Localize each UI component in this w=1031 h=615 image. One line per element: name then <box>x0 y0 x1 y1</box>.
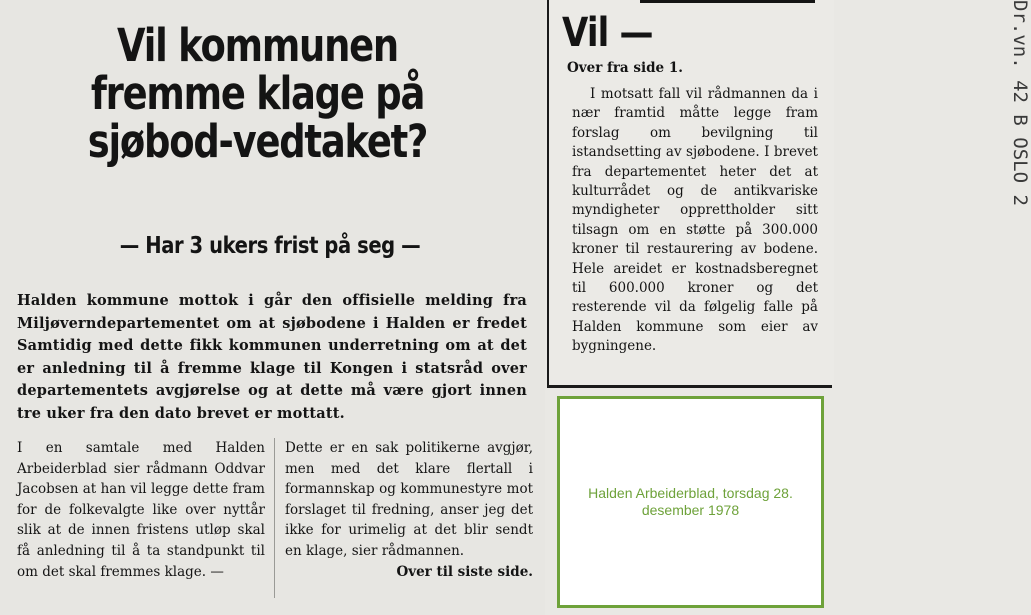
article-lead-paragraph: Halden kommune mottok i går den offisielle melding fra Miljøverndepartementet om at sjøbodene i Halden er fredet Samtidig med dette fikk kommunen underretning om at det er anledning til å fremme klage til Kongen i statsråd over departementets avgjørelse og at dette må være gjort innen tre uker fra den dato brevet er mottatt. <box>17 292 527 422</box>
column-right-text: Dette er en sak politikerne avgjør, men med det klare flertall i formannskap og kommunestyre mot forslaget til fredning, anser jeg det ikke for urimelig at det blir sendt en klage, sier rådmannen. <box>285 440 533 559</box>
continuation-body-text: I motsatt fall vil rådmannen da i nær framtid måtte legge fram forslag om bevilgning til istandsetting av sjøbodene. I brevet fra departementet heter det at kulturrådet og de antikvariske myndigheter opprettholder sitt tilsagn om en støtte på 300.000 kroner til restaurering av bodene. Hele areidet er kostnadsberegnet til 600.000 kroner og det resterende vil da følgelig falle på Halden kommune som eier av bygningene. <box>572 86 818 355</box>
source-caption: Halden Arbeiderblad, torsdag 28. desember 1978 <box>588 485 793 518</box>
continued-notice: Over til siste side. <box>396 563 533 580</box>
article-subheadline: — Har 3 ukers frist på seg — <box>119 233 421 259</box>
article-headline: Vil kommunen fremme klage på sjøbod-vedtaket? <box>87 19 428 168</box>
continuation-subtitle: Over fra side 1. <box>567 60 683 76</box>
article-column-left <box>17 438 265 582</box>
column-divider <box>274 438 275 598</box>
clipping-top-border <box>640 0 815 3</box>
archive-stamp-text: Dr.vn. 42 B OSLO 2 <box>1009 0 1031 206</box>
clipping-bottom-rule <box>547 385 832 388</box>
source-caption-box <box>557 396 824 608</box>
column-left-text: I en samtale med Halden Arbeiderblad sier rådmann Oddvar Jacobsen at han vil legge dette fram for de folkevalgte like over nyttår slik at de innen fristens utløp skal få anledning til å ta standpunkt til om det skal fremmes klage. — <box>17 440 265 580</box>
continuation-title: Vil — <box>562 10 653 56</box>
continuation-body <box>572 85 818 357</box>
article-column-right <box>285 438 533 582</box>
